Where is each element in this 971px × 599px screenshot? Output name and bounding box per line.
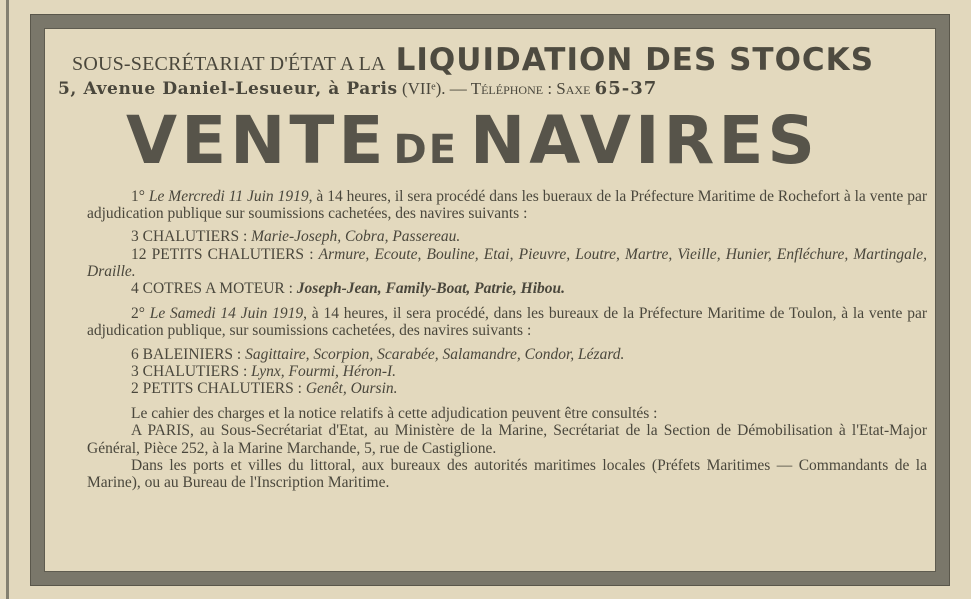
ship-names: Marie-Joseph, Cobra, Passereau. <box>251 228 461 246</box>
sale-2-item <box>87 363 927 380</box>
ship-names: Lynx, Fourmi, Héron-I. <box>251 362 397 380</box>
sale-2-date: Le Samedi 14 Juin 1919 <box>149 305 304 323</box>
sale-2-text: , à 14 heures, il sera procédé, dans les bureaux de la Préfecture Maritime de Toulon, à la vente par adjudication publique, sur soumissions cachetées, des navires suivants : <box>87 305 928 340</box>
sale-2-paragraph <box>87 305 927 339</box>
ship-type: 3 CHALUTIERS : <box>131 228 248 246</box>
header-line-2 <box>58 78 657 99</box>
sale-1-item <box>87 228 927 245</box>
sale-2-item <box>87 380 927 397</box>
address: 5, Avenue Daniel-Lesueur, à Paris <box>58 79 398 99</box>
arrondissement: (VIIᵉ). <box>401 79 446 98</box>
page-title <box>126 102 819 179</box>
sale-1-date: Le Mercredi 11 Juin 1919 <box>148 188 309 205</box>
footer-ports: Dans les ports et villes du littoral, aux bureaux des autorités maritimes locales (Préfets Maritimes — Commandants de la Marine), ou au Bureau de l'Inscription Maritime. <box>87 456 927 492</box>
ship-names: Genêt, Oursin. <box>305 380 398 398</box>
title-de: DE <box>393 127 459 173</box>
ship-names: Armure, Ecoute, Bouline, Etai, Pieuvre, Loutre, Martre, Vieille, Hunier, Enfléchure, Martingale, Draille. <box>87 245 927 280</box>
ship-type: 3 CHALUTIERS : <box>131 362 248 380</box>
footer-paris <box>87 422 927 456</box>
paris-text: , au Sous-Secrétariat d'Etat, au Ministère de la Marine, Secrétariat de la Section de Démobilisation à l'Etat-Major Général, Pièce 252, à la Marine Marchande, 5, rue de Castiglione. <box>87 422 927 457</box>
title-navires: NAVIRES <box>470 102 819 179</box>
sale-1-paragraph <box>87 188 927 222</box>
footer-intro: Le cahier des charges et la notice relatifs à cette adjudication peuvent être consultés : <box>131 405 658 423</box>
header-line-1 <box>72 42 932 78</box>
ship-names: Joseph-Jean, Family-Boat, Patrie, Hibou. <box>296 280 566 298</box>
telephone-number: 65-37 <box>594 78 658 99</box>
ministry-name: SOUS-SECRÉTARIAT D'ÉTAT A LA <box>72 53 386 75</box>
advertisement-frame <box>30 14 950 586</box>
paris-label: A PARIS <box>131 422 190 440</box>
column-rule <box>6 0 9 599</box>
sale-2-number: 2° <box>131 305 145 323</box>
ship-names: Sagittaire, Scorpion, Scarabée, Salamandre, Condor, Lézard. <box>245 345 625 363</box>
department-name: LIQUIDATION DES STOCKS <box>395 42 875 78</box>
sale-1-text: , à 14 heures, il sera procédé dans les bueraux de la Préfecture Maritime de Rochefort à la vente par adjudication publique sur soumissions cachetées, des navires suivants : <box>87 188 928 223</box>
sale-1-item <box>87 246 927 280</box>
sale-1-number: 1° <box>131 188 145 205</box>
title-vente: VENTE <box>126 102 388 179</box>
ship-type: 4 COTRES A MOTEUR : <box>131 280 293 298</box>
ship-type: 2 PETITS CHALUTIERS : <box>131 380 302 398</box>
telephone-label: — Téléphone : Saxe <box>449 79 591 98</box>
ship-type: 6 BALEINIERS : <box>131 345 242 363</box>
sale-1-item <box>87 280 927 297</box>
ship-type: 12 PETITS CHALUTIERS : <box>131 245 314 263</box>
announcement-body <box>87 188 927 491</box>
sale-2-item <box>87 346 927 363</box>
